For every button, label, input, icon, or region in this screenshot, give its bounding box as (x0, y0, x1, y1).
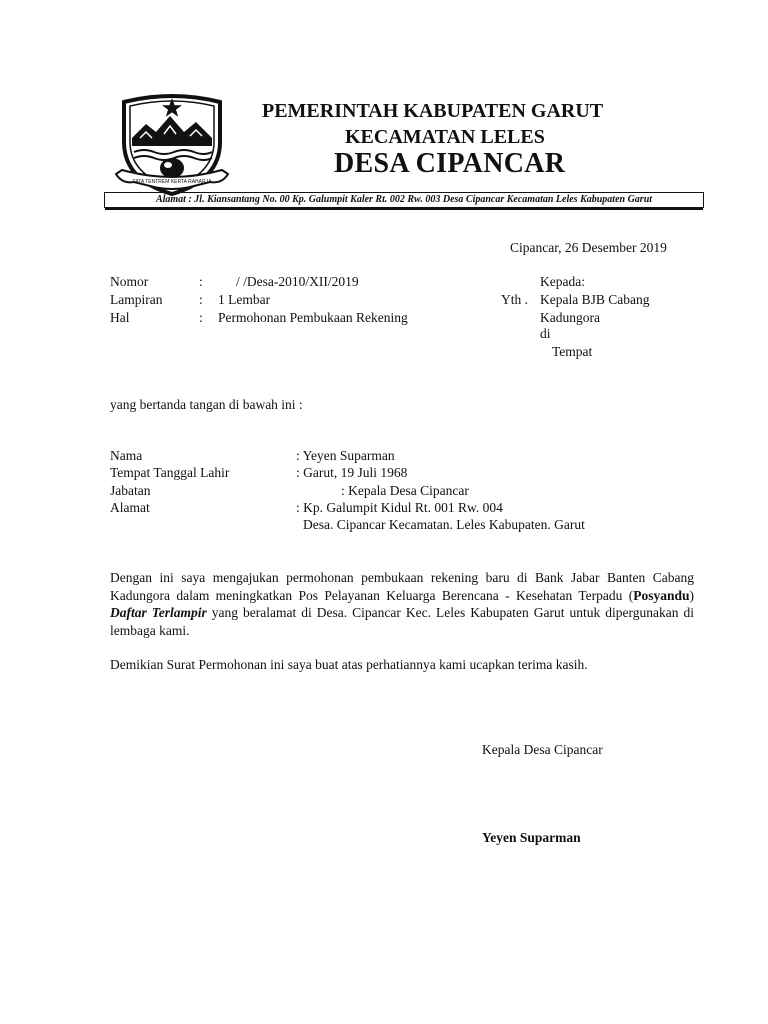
garut-regency-logo (110, 88, 234, 200)
hal-colon: : (199, 310, 203, 325)
signature-name: Yeyen Suparman (482, 830, 581, 845)
jabatan-label: Jabatan (110, 483, 151, 498)
letterhead-government: PEMERINTAH KABUPATEN GARUT (262, 100, 604, 122)
body-paragraph-1 (110, 569, 694, 639)
logo-motto: TATA TENTREM KERTA RAHARJA (132, 179, 212, 185)
body-p1-part2: ) (689, 587, 694, 603)
alamat-label: Alamat (110, 500, 150, 515)
recipient-line4: Tempat (552, 344, 593, 359)
recipient-line2: Kadungora (540, 310, 600, 325)
body-p1-daftar-terlampir: Daftar Terlampir (110, 605, 207, 620)
lampiran-value: 1 Lembar (218, 292, 271, 307)
body-p1-posyandu: Posyandu (633, 587, 690, 603)
body-p1-part3: yang beralamat di Desa. Cipancar Kec. Leles Kabupaten Garut untuk dipergunakan di lembaga kami. (110, 605, 694, 638)
nomor-value: / /Desa-2010/XII/2019 (236, 274, 359, 289)
lampiran-label: Lampiran (110, 292, 163, 307)
ttl-label: Tempat Tanggal Lahir (110, 465, 230, 480)
letterhead-village: DESA CIPANCAR (334, 148, 566, 179)
lampiran-colon: : (199, 292, 203, 307)
recipient-yth: Yth . (501, 292, 528, 307)
alamat-value-1: : Kp. Galumpit Kidul Rt. 001 Rw. 004 (296, 500, 503, 515)
signature-title: Kepala Desa Cipancar (482, 742, 603, 757)
nama-value: : Yeyen Suparman (296, 448, 395, 463)
recipient-line3: di (540, 326, 551, 341)
jabatan-value: : Kepala Desa Cipancar (341, 483, 469, 498)
nomor-colon: : (199, 274, 203, 289)
hal-value: Permohonan Pembukaan Rekening (218, 310, 408, 325)
recipient-kepada: Kepada: (540, 274, 585, 289)
nama-label: Nama (110, 448, 143, 463)
letterhead-address: Alamat : Jl. Kiansantang No. 00 Kp. Galumpit Kaler Rt. 002 Rw. 003 Desa Cipancar Kecamatan Leles Kabupaten Garut (104, 192, 704, 208)
ttl-value: : Garut, 19 Juli 1968 (296, 465, 408, 480)
recipient-line1: Kepala BJB Cabang (540, 292, 650, 307)
opening-line: yang bertanda tangan di bawah ini : (110, 397, 303, 412)
hal-label: Hal (110, 310, 130, 325)
letterhead-district: KECAMATAN LELES (345, 126, 545, 148)
body-paragraph-2: Demikian Surat Permohonan ini saya buat atas perhatiannya kami ucapkan terima kasih. (110, 657, 588, 672)
nomor-label: Nomor (110, 274, 149, 289)
alamat-value-2: Desa. Cipancar Kecamatan. Leles Kabupaten. Garut (303, 517, 585, 532)
place-date: Cipancar, 26 Desember 2019 (510, 240, 667, 255)
body-p1-part1: Dengan ini saya mengajukan permohonan pembukaan rekening baru di Bank Jabar Banten Cabang Kadungora dalam meningkatkan Pos Pelayanan Keluarga Berencana - Kesehatan Terpadu ( (110, 570, 694, 603)
